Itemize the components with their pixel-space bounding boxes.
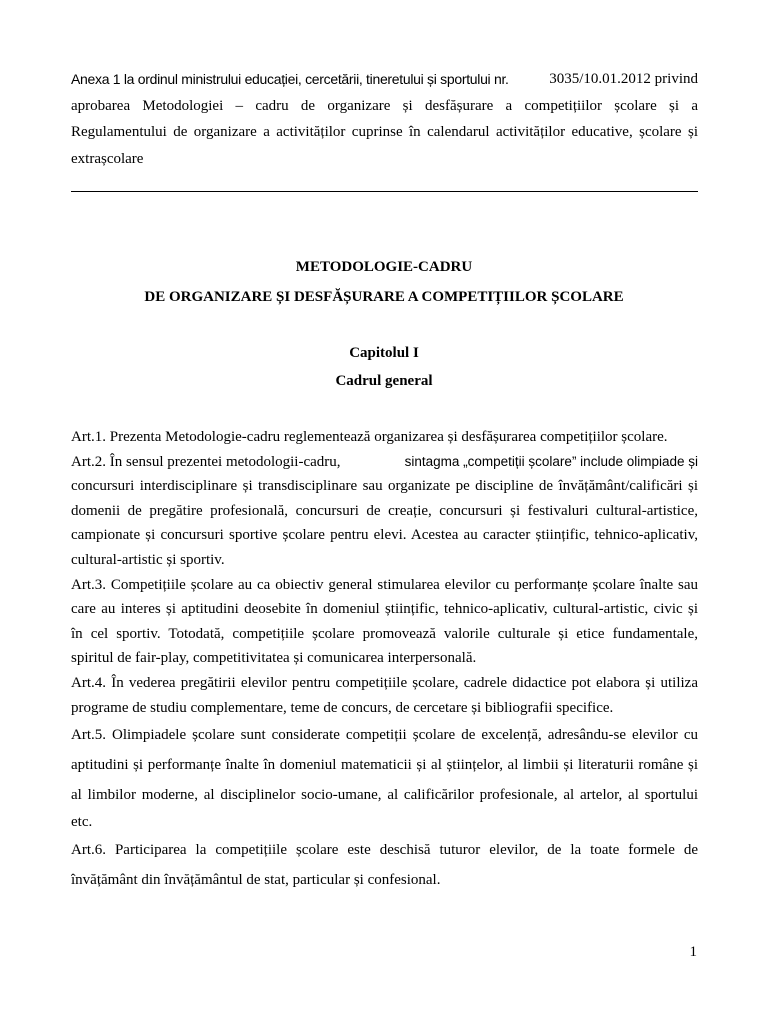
header-line-4: extrașcolare <box>71 150 144 167</box>
header-line-2: aprobarea Metodologiei – cadru de organizare și desfășurare a competițiilor școlare și a <box>71 97 698 114</box>
article-2-term: sintagma „competiții școlare” include olimpiade și <box>404 453 698 469</box>
document-header <box>71 66 698 172</box>
chapter-number: Capitolul I <box>349 345 419 361</box>
article-3-line-2: care au interes și aptitudini deosebite în domeniul științific, tehnico-aplicativ, cultural-artistic, civic și <box>71 601 698 618</box>
article-4-line-1: Art.4. În vederea pregătirii elevilor pentru competițiile școlare, cadrele didactice pot elabora și utiliza <box>71 674 698 691</box>
document-title-line-2: DE ORGANIZARE ȘI DESFĂȘURARE A COMPETIȚIILOR ȘCOLARE <box>144 289 624 305</box>
article-5-line-2: aptitudini și performanțe înalte în domeniul matematicii și al științelor, al limbii și literaturii române și <box>71 757 698 774</box>
article-2-line-1 <box>71 450 698 475</box>
article-2-line-5: cultural-artistic și sportiv. <box>71 551 225 568</box>
header-line-1 <box>71 66 698 93</box>
chapter-title: Cadrul general <box>335 373 433 389</box>
article-2-line-2: concursuri interdisciplinare și transdisciplinare sau organizate pe discipline de învățământ/calificări și <box>71 478 698 495</box>
article-2-lead: Art.2. În sensul prezentei metodologii-cadru, <box>71 453 341 470</box>
header-line-3: Regulamentului de organizare a activităților cuprinse în calendarul activităților educative, școlare și <box>71 124 698 140</box>
header-line-1-prefix: Anexa 1 la ordinul ministrului educației, cercetării, tineretului și sportului nr. <box>71 71 509 87</box>
article-3-line-4: spiritul de fair-play, competitivitatea și comunicarea interpersonală. <box>71 650 477 667</box>
document-title-line-1: METODOLOGIE-CADRU <box>295 259 473 275</box>
article-5-line-4: etc. <box>71 814 93 831</box>
article-1: Art.1. Prezenta Metodologie-cadru reglementează organizarea și desfășurarea competițiilor școlare. <box>71 429 668 445</box>
page-number: 1 <box>689 944 697 960</box>
articles-body <box>71 425 698 895</box>
article-5-line-1: Art.5. Olimpiadele școlare sunt considerate competiții școlare de excelență, adresându-se elevilor cu <box>71 727 698 744</box>
article-2-line-3: domenii de pregătire profesională, concursuri de creație, concursuri și festivaluri cultural-artistice, <box>71 502 698 519</box>
article-3-line-3: în cel sportiv. Totodată, competițiile școlare promovează valorile culturale și etice fundamentale, <box>71 625 698 642</box>
article-3-line-1: Art.3. Competițiile școlare au ca obiectiv general stimularea elevilor cu performanțe școlare înalte sau <box>71 576 698 593</box>
article-6-line-1: Art.6. Participarea la competițiile școlare este deschisă tuturor elevilor, de la toate formele de <box>71 841 698 858</box>
article-4-line-2: programe de studiu complementare, teme de concurs, de cercetare și bibliografii specifice. <box>71 699 614 716</box>
article-6-line-2: învățământ din învățământul de stat, particular și confesional. <box>71 871 441 888</box>
article-2-line-4: campionate și concursuri sportive școlare pentru elevi. Acestea au caracter științific, tehnico-aplicativ, <box>71 527 698 544</box>
header-line-1-suffix: 3035/10.01.2012 privind <box>549 71 698 87</box>
article-5-line-3: al limbilor moderne, al disciplinelor socio-umane, al calificărilor profesionale, al artelor, al sportului <box>71 787 698 804</box>
header-divider <box>71 191 698 192</box>
